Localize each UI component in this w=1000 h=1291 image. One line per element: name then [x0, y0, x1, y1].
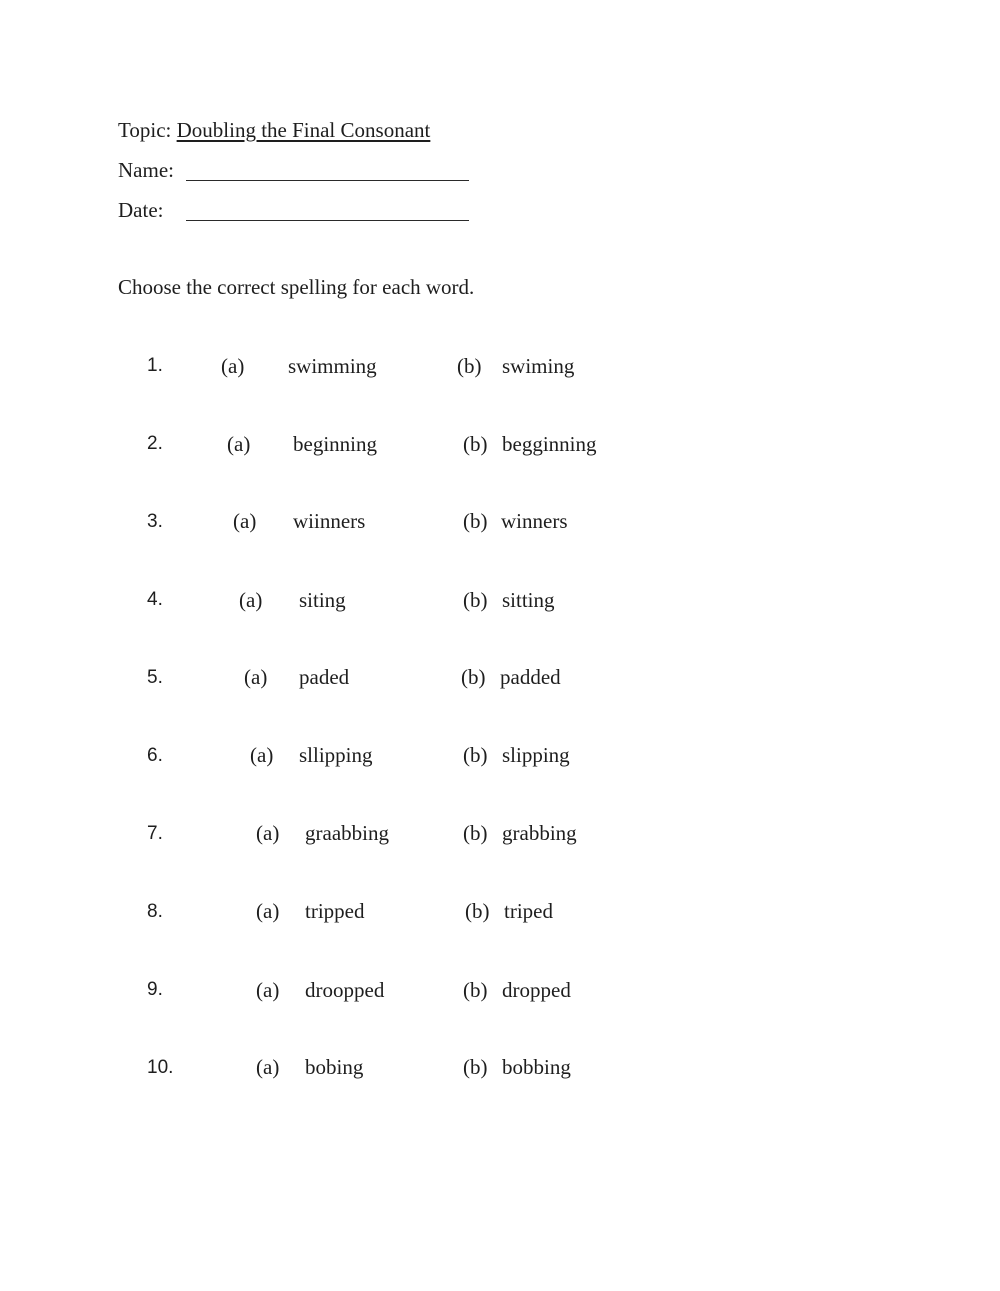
topic-label: Topic: — [118, 118, 172, 142]
option-b-label[interactable]: (b) — [457, 354, 482, 378]
name-label: Name: — [118, 158, 174, 182]
option-b-label[interactable]: (b) — [463, 743, 488, 767]
option-b-word[interactable]: padded — [500, 665, 561, 689]
option-a-word[interactable]: tripped — [305, 899, 365, 923]
option-a-label[interactable]: (a) — [250, 743, 274, 767]
option-a-word[interactable]: beginning — [293, 432, 377, 456]
option-a-label[interactable]: (a) — [256, 899, 280, 923]
option-b-label[interactable]: (b) — [463, 821, 488, 845]
question-number: 9. — [147, 979, 163, 1000]
question-number: 6. — [147, 745, 163, 766]
question-number: 7. — [147, 823, 163, 844]
option-a-word[interactable]: sllipping — [299, 743, 373, 767]
option-b-label[interactable]: (b) — [463, 432, 488, 456]
option-b-word[interactable]: slipping — [502, 743, 570, 767]
option-a-label[interactable]: (a) — [239, 588, 263, 612]
option-a-word[interactable]: siting — [299, 588, 346, 612]
option-b-label[interactable]: (b) — [463, 978, 488, 1002]
option-a-word[interactable]: paded — [299, 665, 350, 689]
name-blank-line[interactable] — [186, 180, 469, 181]
date-label: Date: — [118, 198, 164, 222]
option-a-word[interactable]: swimming — [288, 354, 377, 378]
option-a-label[interactable]: (a) — [233, 509, 257, 533]
option-b-word[interactable]: bobbing — [502, 1055, 571, 1079]
option-a-word[interactable]: wiinners — [293, 509, 366, 533]
option-b-word[interactable]: triped — [504, 899, 553, 923]
option-a-label[interactable]: (a) — [256, 1055, 280, 1079]
date-blank-line[interactable] — [186, 220, 469, 221]
question-number: 4. — [147, 589, 163, 610]
option-b-label[interactable]: (b) — [465, 899, 490, 923]
option-b-word[interactable]: begginning — [502, 432, 597, 456]
topic-line — [118, 117, 430, 143]
option-b-label[interactable]: (b) — [461, 665, 486, 689]
option-b-label[interactable]: (b) — [463, 588, 488, 612]
option-b-label[interactable]: (b) — [463, 1055, 488, 1079]
option-a-label[interactable]: (a) — [256, 821, 280, 845]
option-b-word[interactable]: winners — [501, 509, 568, 533]
option-a-label[interactable]: (a) — [227, 432, 251, 456]
question-number: 8. — [147, 901, 163, 922]
option-b-word[interactable]: dropped — [502, 978, 571, 1002]
question-number: 10. — [147, 1057, 174, 1078]
option-a-word[interactable]: graabbing — [305, 821, 389, 845]
option-a-label[interactable]: (a) — [256, 978, 280, 1002]
option-a-label[interactable]: (a) — [244, 665, 268, 689]
question-number: 1. — [147, 355, 163, 376]
option-a-word[interactable]: droopped — [305, 978, 385, 1002]
option-b-label[interactable]: (b) — [463, 509, 488, 533]
option-b-word[interactable]: grabbing — [502, 821, 577, 845]
option-a-word[interactable]: bobing — [305, 1055, 364, 1079]
question-number: 3. — [147, 511, 163, 532]
option-b-word[interactable]: swiming — [502, 354, 575, 378]
instructions: Choose the correct spelling for each word. — [118, 275, 475, 299]
option-b-word[interactable]: sitting — [502, 588, 555, 612]
topic-title: Doubling the Final Consonant — [176, 118, 431, 142]
option-a-label[interactable]: (a) — [221, 354, 245, 378]
question-number: 5. — [147, 667, 163, 688]
question-number: 2. — [147, 433, 163, 454]
